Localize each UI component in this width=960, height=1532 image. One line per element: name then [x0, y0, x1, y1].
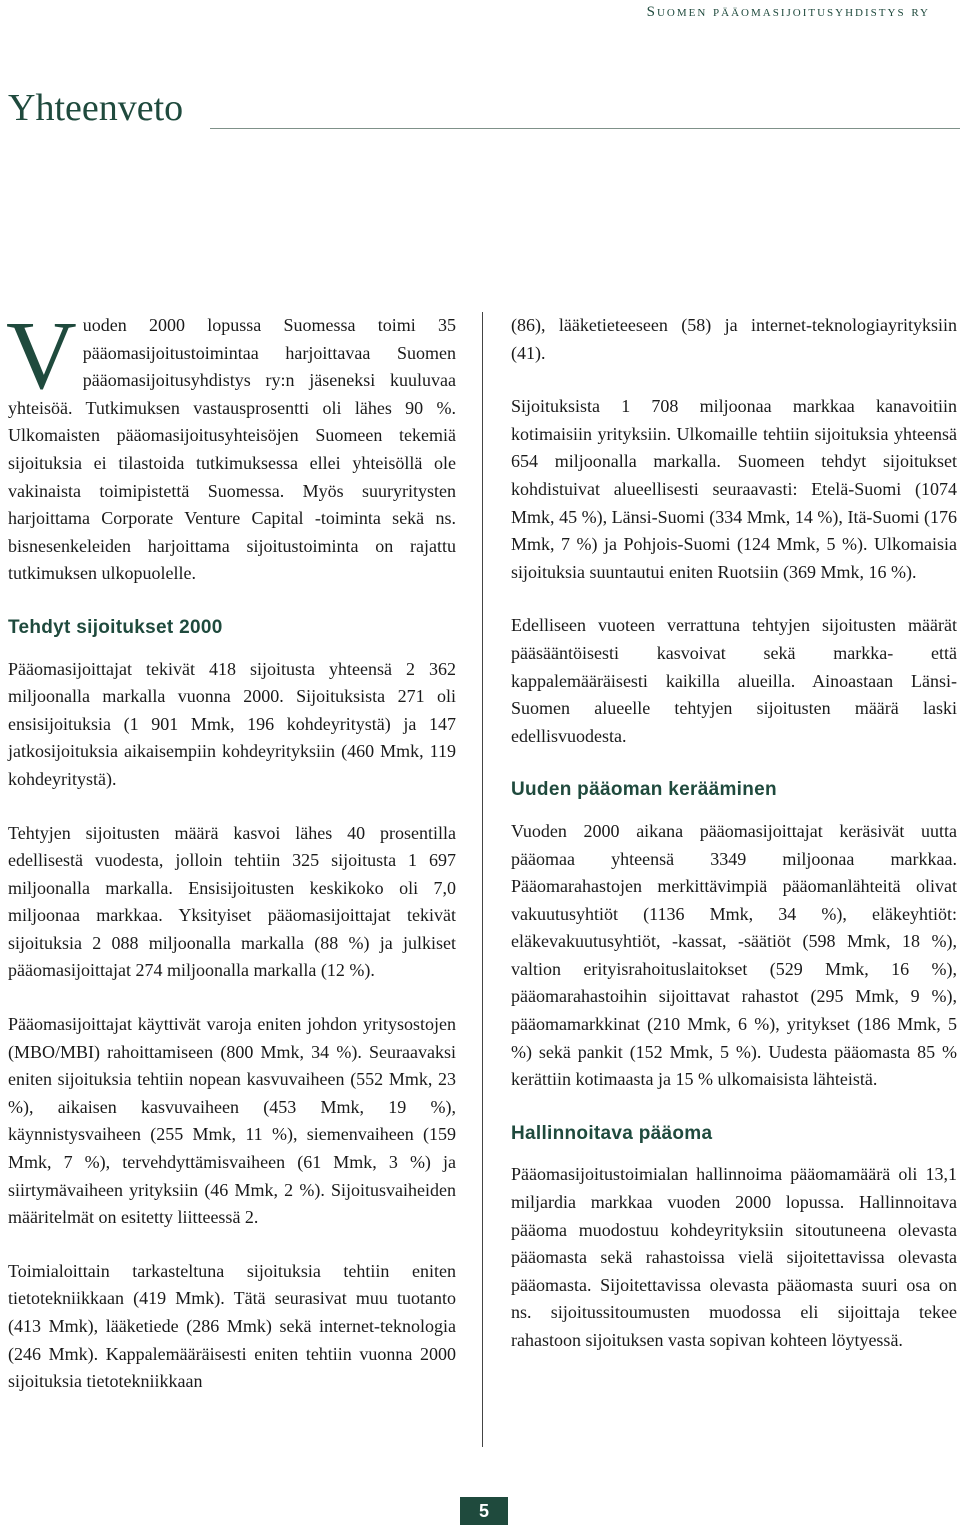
paragraph: Edelliseen vuoteen verrattuna tehtyjen sijoitusten määrät pääsääntöisesti kasvoivat sekä markka- että kappalemääräisesti kaikilla alueilla. Ainoastaan Länsi-Suomen alueelle tehtyjen sijoitusten määrä laski edellisvuodesta. [511, 615, 957, 746]
paragraph: Pääomasijoittajat käyttivät varoja eniten johdon yritysostojen (MBO/MBI) rahoittamiseen (800 Mmk, 34 %). Seuraavaksi eniten sijoituksia tehtiin nopean kasvuvaiheen (552 Mmk, 23 %), aikaisen kasvuvaiheen (453 Mmk, 19 %), käynnistysvaiheen (255 Mmk, 11 %), siemenvaiheen (159 Mmk, 7 %), tervehdyttämisvaiheen (61 Mmk, 3 %) ja siirtymävaiheen yrityksiin (46 Mmk, 2 %). Sijoitusvaiheiden määritelmät on esitetty liitteessä 2. [8, 1014, 456, 1228]
section-heading-uuden-paaoman-keraaminen: Uuden pääoman kerääminen [511, 779, 777, 801]
paragraph: Vuoden 2000 aikana pääomasijoittajat keräsivät uutta pääomaa yhteensä 3349 miljoonaa markkaa. Pääomarahastojen merkittävimpiä pääomanlähteitä olivat vakuutusyhtiöt (1136 Mmk, 34 %), eläkeyhtiöt: eläkevakuutusyhtiöt, -kassat, -säätiöt (598 Mmk, 18 %), valtion erityisrahoituslaitokset (529 Mmk, 16 %), pääomarahastoihin sijoittavat rahastot (295 Mmk, 9 %), pääomamarkkinat (210 Mmk, 6 %), yritykset (186 Mmk, 5 %) sekä pankit (152 Mmk, 5 %). Uudesta pääomasta 85 % kerättiin kotimaasta ja 15 % ulkomaisista lähteistä. [511, 820, 957, 1090]
paragraph: Sijoituksista 1 708 miljoonaa markkaa kanavoitiin kotimaisiin yrityksiin. Ulkomaille tehtiin sijoituksia yhteensä 654 miljoonalla markalla. Suomeen tehdyt sijoitukset kohdistuivat alueellisesti seuraavasti: Etelä-Suomi (1074 Mmk, 45 %), Länsi-Suomi (334 Mmk, 14 %), Itä-Suomi (176 Mmk, 7 %) ja Pohjois-Suomi (124 Mmk, 5 %). Ulkomaisia sijoituksia suuntautui eniten Ruotsiin (369 Mmk, 16 %). [511, 396, 957, 582]
intro-text: uoden 2000 lopussa Suomessa toimi 35 pääomasijoitustoimintaa harjoittavaa Suomen pääomasijoitusyhdistys ry:n jäseneksi kuuluvaa yhteisöä. Tutkimuksen vastausprosentti oli lähes 90 %. Ulkomaisten pääomasijoitusyhteisöjen Suomeen tekemiä sijoituksia ei tilastoida tutkimuksessa ellei yhteisöllä ole vakinaista toimipistettä Suomessa. Myös suuryritysten harjoittama Corporate Venture Capital -toiminta sekä ns. bisnesenkeleiden harjoittama sijoitustoiminta on rajattu tutkimuksen ulkopuolelle. [8, 315, 456, 584]
paragraph: (86), lääketieteeseen (58) ja internet-teknologiayrityksiin (41). [511, 315, 957, 363]
right-column [511, 312, 957, 1381]
column-divider [482, 312, 483, 1447]
paragraph: Toimialoittain tarkasteltuna sijoituksia tehtiin eniten tietotekniikkaan (419 Mmk). Tätä seurasivat muu tuotanto (413 Mmk), lääketiede (286 Mmk) sekä internet-teknologia (246 Mmk). Kappalemääräisesti eniten tehtiin vuonna 2000 sijoituksia tietotekniikkaan [8, 1260, 456, 1392]
title-divider [210, 128, 960, 129]
paragraph: Tehtyjen sijoitusten määrä kasvoi lähes 40 prosentilla edellisestä vuodesta, jolloin tehtiin 325 sijoitusta 1 697 miljoonalla markalla. Ensisijoitusten keskikoko oli 7,0 miljoonaa markkaa. Yksityiset pääomasijoittajat tekivät sijoituksia 2 088 miljoonalla markalla (88 %) ja julkiset pääomasijoittajat 274 miljoonalla markalla (12 %). [8, 822, 456, 981]
header-organization-name: Suomen pääomasijoitusyhdistys ry [646, 4, 930, 20]
page-title: Yhteenveto [8, 87, 184, 129]
drop-cap: V [6, 302, 77, 410]
section-heading-hallinnoitava-paaoma: Hallinnoitava pääoma [511, 1122, 713, 1144]
left-column [6, 302, 456, 1422]
paragraph: Pääomasijoittajat tekivät 418 sijoitusta yhteensä 2 362 miljoonalla markalla vuonna 2000. Sijoituksista 271 oli ensisijoituksia (1 901 Mmk, 196 kohdeyritystä) ja 147 jatkosijoituksia aikaisempiin kohdeyrityksiin (460 Mmk, 119 kohdeyritystä). [8, 658, 456, 789]
intro-paragraph [6, 302, 456, 588]
paragraph: Pääomasijoitustoimialan hallinnoima pääomamäärä oli 13,1 miljardia markkaa vuoden 2000 lopussa. Hallinnoitava pääoma muodostuu kohdeyrityksiin sitoutuneena olevasta pääomasta sekä rahastoissa vielä sijoitettavissa olevasta pääomasta. Sijoitettavissa olevasta pääomasta suuri osa on ns. sijoitussitoumusten muodossa eli sijoittaja tekee rahastoon sijoituksen vasta sopivan kohteen löytyessä. [511, 1164, 957, 1350]
section-heading-tehdyt-sijoitukset: Tehdyt sijoitukset 2000 [8, 616, 223, 638]
page-number: 5 [460, 1497, 508, 1525]
